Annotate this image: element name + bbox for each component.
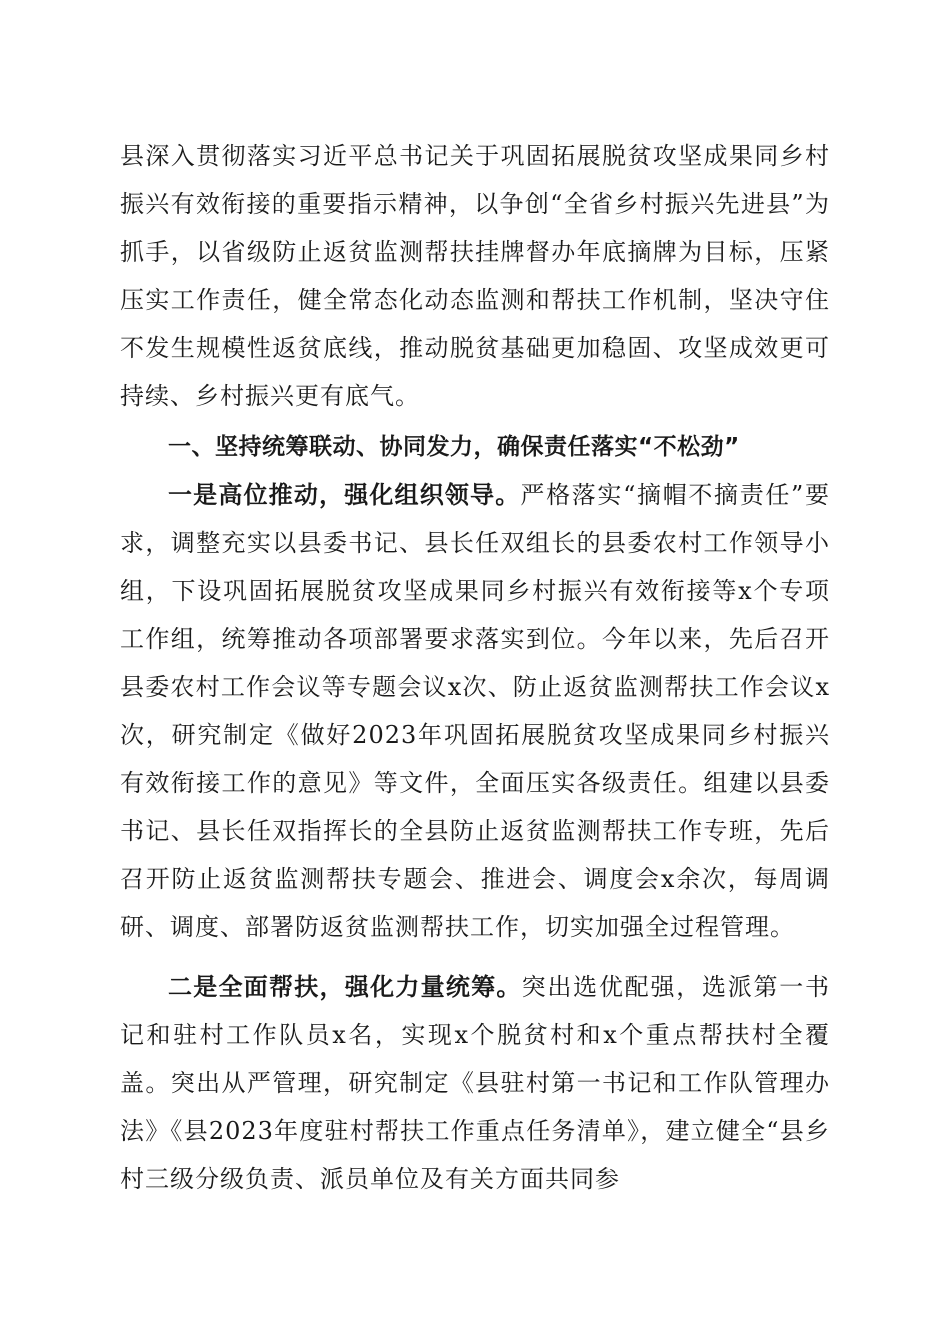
paragraph-2-body: 突出选优配强，选派第一书记和驻村工作队员x名，实现x个脱贫村和x个重点帮扶村全覆盖。突出从严管理，研究制定《县驻村第一书记和工作队管理办法》《县2023年度驻村帮扶工作重点任务清单》，建立健全“县乡村三级分级负责、派员单位及有关方面共同参 [120, 973, 830, 1193]
paragraph-1-lead: 一是高位推动，强化组织领导。 [168, 481, 521, 509]
section-heading: 一、坚持统筹联动、协同发力，确保责任落实“不松劲” [168, 434, 740, 460]
paragraph-1 [120, 471, 830, 951]
paragraph-2-lead: 二是全面帮扶，强化力量统筹。 [168, 973, 522, 1001]
intro-paragraph: 县深入贯彻落实习近平总书记关于巩固拓展脱贫攻坚成果同乡村振兴有效衔接的重要指示精神，以争创“全省乡村振兴先进县”为抓手，以省级防止返贫监测帮扶挂牌督办年底摘牌为目标，压紧压实工作责任，健全常态化动态监测和帮扶工作机制，坚决守住不发生规模性返贫底线，推动脱贫基础更加稳固、攻坚成效更可持续、乡村振兴更有底气。 [120, 142, 830, 410]
paragraph-1-body: 严格落实“摘帽不摘责任”要求，调整充实以县委书记、县长任双组长的县委农村工作领导小组，下设巩固拓展脱贫攻坚成果同乡村振兴有效衔接等x个专项工作组，统筹推动各项部署要求落实到位。今年以来，先后召开县委农村工作会议等专题会议x次、防止返贫监测帮扶工作会议x次，研究制定《做好2023年巩固拓展脱贫攻坚成果同乡村振兴有效衔接工作的意见》等文件，全面压实各级责任。组建以县委书记、县长任双指挥长的全县防止返贫监测帮扶工作专班，先后召开防止返贫监测帮扶专题会、推进会、调度会x余次，每周调研、调度、部署防返贫监测帮扶工作，切实加强全过程管理。 [120, 481, 830, 941]
document-body [120, 132, 830, 1203]
paragraph-2 [120, 963, 830, 1203]
